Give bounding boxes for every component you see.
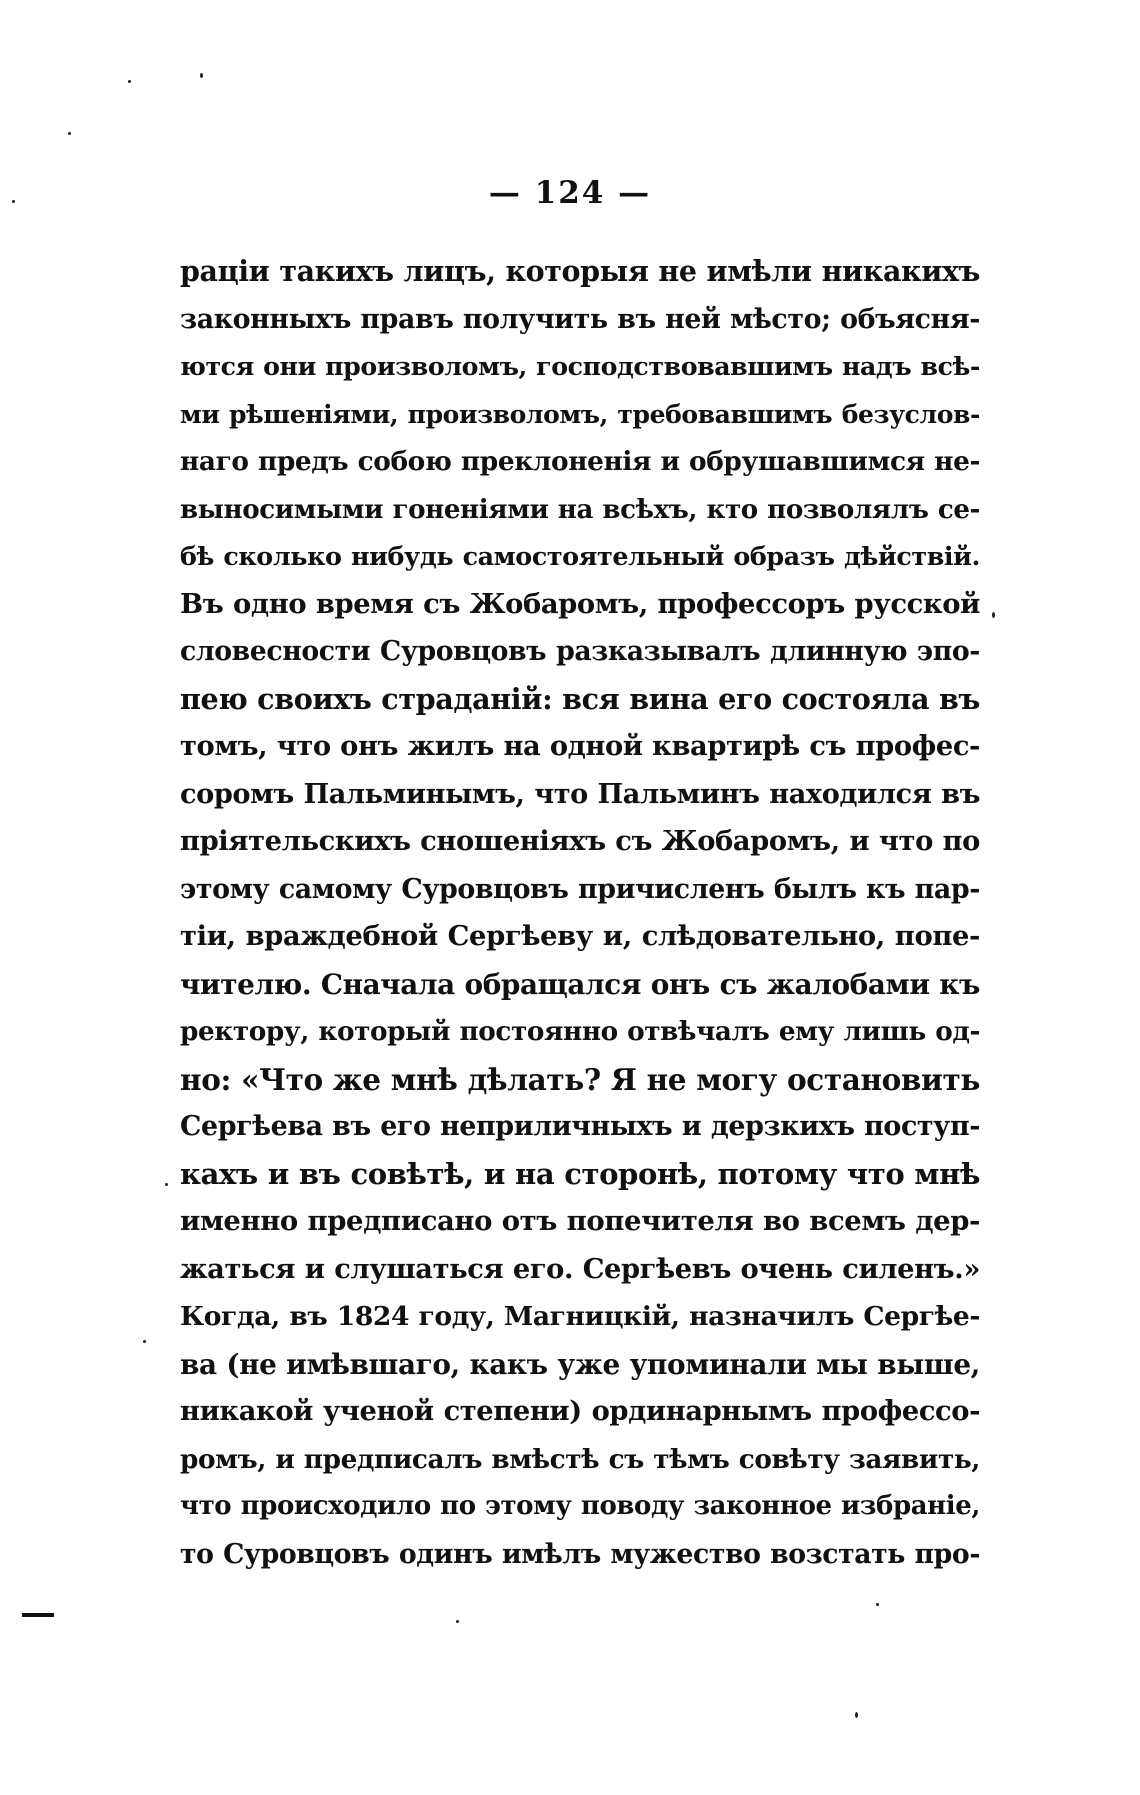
text-line: ректору, который постоянно отвѣчалъ ему лишь од-: [180, 1016, 980, 1047]
scan-speck: [200, 73, 203, 78]
scan-speck: [855, 1712, 858, 1718]
scan-speck: [12, 200, 15, 203]
scan-speck: [992, 612, 995, 618]
text-line: никакой ученой степени) ординарнымъ профессо-: [180, 1395, 980, 1427]
text-line: ва (не имѣвшаго, какъ уже упоминали мы выше,: [180, 1347, 980, 1381]
text-line: тіи, враждебной Сергѣеву и, слѣдовательно, попе-: [180, 920, 980, 952]
text-line: пріятельскихъ сношеніяхъ съ Жобаромъ, и что по: [180, 825, 980, 857]
text-line: бѣ сколько нибудь самостоятельный образъ дѣйствій.: [180, 541, 980, 571]
page-number: — 124 —: [488, 175, 652, 211]
text-line: законныхъ правъ получить въ ней мѣсто; объясня-: [180, 303, 980, 335]
text-line: словесности Суровцовъ разказывалъ длинную эпо-: [180, 636, 980, 667]
text-line: кахъ и въ совѣтѣ, и на сторонѣ, потому что мнѣ: [180, 1156, 980, 1191]
margin-rule: [22, 1613, 54, 1617]
scan-speck: [165, 1183, 168, 1186]
text-line: Когда, въ 1824 году, Магницкій, назначилъ Сергѣе-: [180, 1301, 980, 1332]
scan-speck: [456, 1620, 459, 1623]
text-line: то Суровцовъ одинъ имѣлъ мужество возстать про-: [180, 1538, 980, 1570]
scan-speck: [143, 1340, 146, 1343]
text-line: Въ одно время съ Жобаромъ, профессоръ русской: [180, 587, 980, 620]
text-line: томъ, что онъ жилъ на одной квартирѣ съ профес-: [180, 730, 980, 762]
body-text: [180, 248, 980, 1578]
scan-speck: [128, 80, 131, 83]
text-line: ромъ, и предписалъ вмѣстѣ съ тѣмъ совѣту заявить,: [180, 1443, 980, 1475]
text-line: жаться и слушаться его. Сергѣевъ очень силенъ.»: [180, 1252, 980, 1285]
text-line: выносимыми гоненіями на всѣхъ, кто позволялъ се-: [180, 493, 980, 525]
text-line: но: «Что же мнѣ дѣлать? Я не могу остановить: [180, 1061, 980, 1097]
text-line: чителю. Сначала обращался онъ съ жалобами къ: [180, 967, 980, 1001]
text-line: наго предъ собою преклоненія и обрушавшимся не-: [180, 446, 980, 477]
text-line: этому самому Суровцовъ причисленъ былъ къ пар-: [180, 873, 980, 905]
scan-speck: [876, 1603, 879, 1606]
text-line: ми рѣшеніями, произволомъ, требовавшимъ безуслов-: [180, 399, 980, 429]
text-line: ются они произволомъ, господствовавшимъ надъ всѣ-: [180, 351, 980, 381]
text-line: что происходило по этому поводу законное избраніе,: [180, 1491, 980, 1521]
text-line: Сергѣева въ его неприличныхъ и дерзкихъ поступ-: [180, 1111, 980, 1142]
text-line: раціи такихъ лицъ, которыя не имѣли никакихъ: [180, 254, 980, 288]
text-line: именно предписано отъ попечителя во всемъ дер-: [180, 1205, 980, 1237]
scan-speck: [68, 132, 71, 135]
text-line: соромъ Пальминымъ, что Пальминъ находился въ: [180, 777, 980, 810]
text-line: пею своихъ страданій: вся вина его состояла въ: [180, 681, 980, 716]
